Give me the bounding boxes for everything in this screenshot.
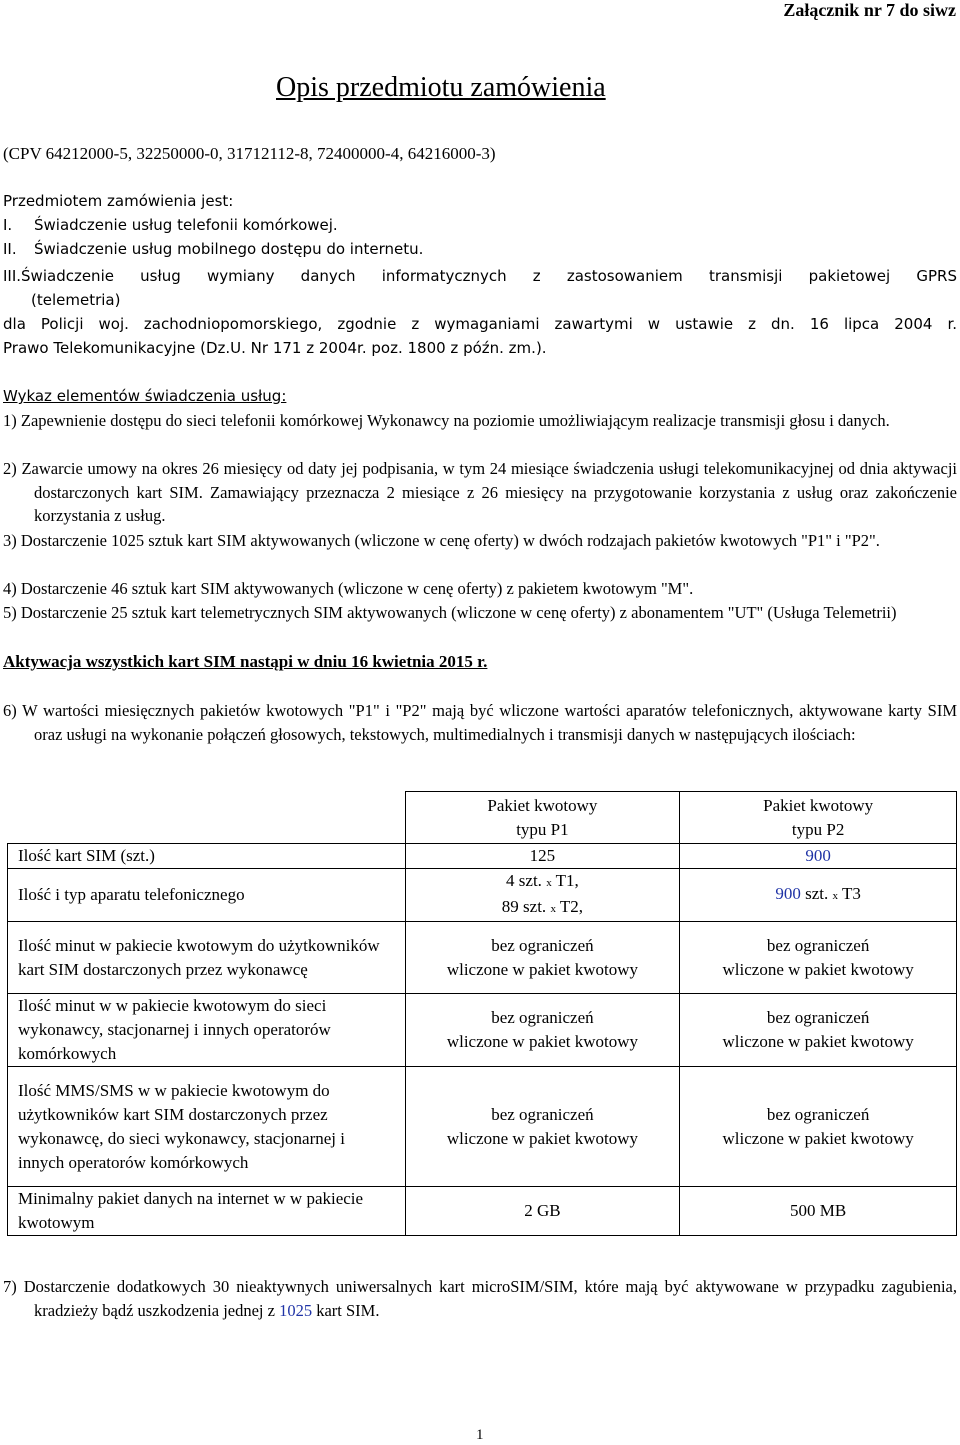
cell-unlimited: bez ograniczeń <box>491 935 594 955</box>
subject-item-iii: III.Świadczenie usług wymiany danych informatycznych z zastosowaniem transmisji pakietowej GPRS <box>3 267 957 285</box>
header-p1 <box>405 792 680 844</box>
row-label-sim-count: Ilość kart SIM (szt.) <box>8 844 406 869</box>
cell-unlimited: bez ograniczeń <box>766 1008 870 1027</box>
data-p1: 2 GB <box>405 1187 680 1236</box>
row-label-other-minutes: Ilość minut w w pakiecie kwotowym do sieci wykonawcy, stacjonarnej i innych operatorów komórkowych <box>8 994 406 1067</box>
phone-p1-t2-qty: 89 szt. <box>501 897 547 916</box>
row-label-data: Minimalny pakiet danych na internet w w pakiecie kwotowym <box>8 1187 406 1236</box>
row-label-own-minutes: Ilość minut w pakiecie kwotowym do użytkowników kart SIM dostarczonych przez wykonawcę <box>8 922 406 994</box>
subject-item-i-number: I. <box>3 216 13 234</box>
cell-included: wliczone w pakiet kwotowy <box>722 1128 914 1148</box>
table-row <box>8 844 957 869</box>
times-glyph: x <box>546 877 552 889</box>
table-row <box>8 922 957 994</box>
header-p1-line2: typu P1 <box>516 819 569 839</box>
table-row <box>8 869 957 922</box>
times-glyph: x <box>550 903 556 915</box>
subject-item-i-text: Świadczenie usług telefonii komórkowej. <box>34 216 338 234</box>
other-minutes-p1 <box>405 994 680 1067</box>
mms-sms-p1 <box>405 1067 680 1187</box>
service-item-6: 6) W wartości miesięcznych pakietów kwotowych "P1" i "P2" mają być wliczone wartości aparatów telefonicznych, aktywowane karty SIM oraz usługi na wykonanie połączeń głosowych, tekstowych, multimedialnych i transmisji danych w następujących ilościach: <box>3 701 957 744</box>
phone-p1-line1 <box>416 869 670 895</box>
cpv-codes: (CPV 64212000-5, 32250000-0, 31712112-8, 72400000-4, 64216000-3) <box>3 144 496 163</box>
data-p2: 500 MB <box>680 1187 957 1236</box>
package-table <box>7 791 957 1236</box>
services-heading: Wykaz elementów świadczenia usług: <box>3 387 287 405</box>
item7-text: 7) Dostarczenie dodatkowych 30 nieaktywnych uniwersalnych kart microSIM/SIM, które mają być aktywowane w przypadku zagubienia, kradzieży bądź uszkodzenia jednej z <box>3 1277 957 1320</box>
police-scope-line: dla Policji woj. zachodniopomorskiego, zgodnie z wymaganiami zawartymi w ustawie z dn. 16 lipca 2004 r. <box>3 315 957 333</box>
service-item-4: 4) Dostarczenie 46 sztuk kart SIM aktywowanych (wliczone w cenę oferty) z pakietem kwotowym "M". <box>3 579 694 598</box>
other-minutes-p2 <box>680 994 957 1067</box>
service-item-5: 5) Dostarczenie 25 sztuk kart telemetrycznych SIM aktywowanych (wliczone w cenę oferty) z abonamentem "UT" (Usługa Telemetrii) <box>3 603 897 622</box>
service-item-3: 3) Dostarczenie 1025 sztuk kart SIM aktywowanych (wliczone w cenę oferty) w dwóch rodzajach pakietów kwotowych "P1" i "P2". <box>3 531 880 550</box>
phone-p1-t1-type: T1, <box>555 871 579 890</box>
cell-included: wliczone w pakiet kwotowy <box>446 1128 639 1148</box>
cell-included: wliczone w pakiet kwotowy <box>722 959 914 979</box>
times-glyph: x <box>832 890 839 902</box>
sim-count-p1: 125 <box>405 844 680 869</box>
item7-count: 1025 <box>279 1300 313 1320</box>
item7-tail: kart SIM. <box>316 1300 380 1320</box>
police-law-line: Prawo Telekomunikacyjne (Dz.U. Nr 171 z 2004r. poz. 1800 z późn. zm.). <box>3 339 547 357</box>
header-p1-line1: Pakiet kwotowy <box>487 795 598 815</box>
own-minutes-p2 <box>680 922 957 994</box>
annex-label: Załącznik nr 7 do siwz <box>783 0 956 20</box>
subject-intro: Przedmiotem zamówienia jest: <box>3 192 234 210</box>
header-p2-line1: Pakiet kwotowy <box>763 795 874 815</box>
phone-p2-unit: szt. <box>805 884 829 903</box>
phone-p2-qty: 900 <box>775 884 801 903</box>
phone-p2 <box>680 869 957 922</box>
header-p2 <box>680 792 957 844</box>
cell-unlimited: bez ograniczeń <box>766 1104 870 1124</box>
cell-included: wliczone w pakiet kwotowy <box>446 959 639 979</box>
mms-sms-p2 <box>680 1067 957 1187</box>
phone-p2-type: T3 <box>841 884 861 903</box>
activation-date: Aktywacja wszystkich kart SIM nastąpi w dniu 16 kwietnia 2015 r. <box>3 652 488 671</box>
service-item-2: 2) Zawarcie umowy na okres 26 miesięcy od daty jej podpisania, w tym 24 miesiące świadczenia usługi telekomunikacyjnej od dnia aktywacji dostarczonych kart SIM. Zamawiający przeznacza 2 miesiące z 26 miesięcy na przygotowanie korzystania z usług oraz zakończenie korzystania z usług. <box>3 459 957 525</box>
header-p2-line2: typu P2 <box>791 819 845 839</box>
row-label-mms-sms: Ilość MMS/SMS w w pakiecie kwotowym do użytkowników kart SIM dostarczonych przez wykonawcę, do sieci wykonawcy, stacjonarnej i innych operatorów komórkowych <box>8 1067 406 1187</box>
row-label-phone: Ilość i typ aparatu telefonicznego <box>8 869 406 922</box>
subject-item-ii-text: Świadczenie usług mobilnego dostępu do internetu. <box>34 240 424 258</box>
subject-item-ii <box>3 240 424 258</box>
cell-unlimited: bez ograniczeń <box>766 935 870 955</box>
service-item-7 <box>3 1275 957 1322</box>
phone-p1 <box>405 869 680 922</box>
page-number: 1 <box>476 1427 484 1443</box>
phone-p1-t1-qty: 4 szt. <box>506 871 542 890</box>
phone-p1-t2-type: T2, <box>559 897 584 916</box>
cell-unlimited: bez ograniczeń <box>491 1104 594 1124</box>
cell-included: wliczone w pakiet kwotowy <box>446 1032 639 1051</box>
service-item-1: 1) Zapewnienie dostępu do sieci telefonii komórkowej Wykonawcy na poziomie umożliwiającym realizacje transmisji głosu i danych. <box>3 411 890 430</box>
phone-p1-line2 <box>416 895 670 921</box>
table-row <box>8 1067 957 1187</box>
sim-count-p2: 900 <box>680 844 957 869</box>
table-row <box>8 994 957 1067</box>
subject-item-ii-number: II. <box>3 240 17 258</box>
subject-item-i <box>3 216 338 234</box>
table-row <box>8 1187 957 1236</box>
document-title: Opis przedmiotu zamówienia <box>276 72 606 103</box>
cell-included: wliczone w pakiet kwotowy <box>722 1032 914 1051</box>
subject-item-iii-cont: (telemetria) <box>31 291 121 309</box>
cell-unlimited: bez ograniczeń <box>491 1008 594 1027</box>
own-minutes-p1 <box>405 922 680 994</box>
table-header-row <box>8 792 957 844</box>
